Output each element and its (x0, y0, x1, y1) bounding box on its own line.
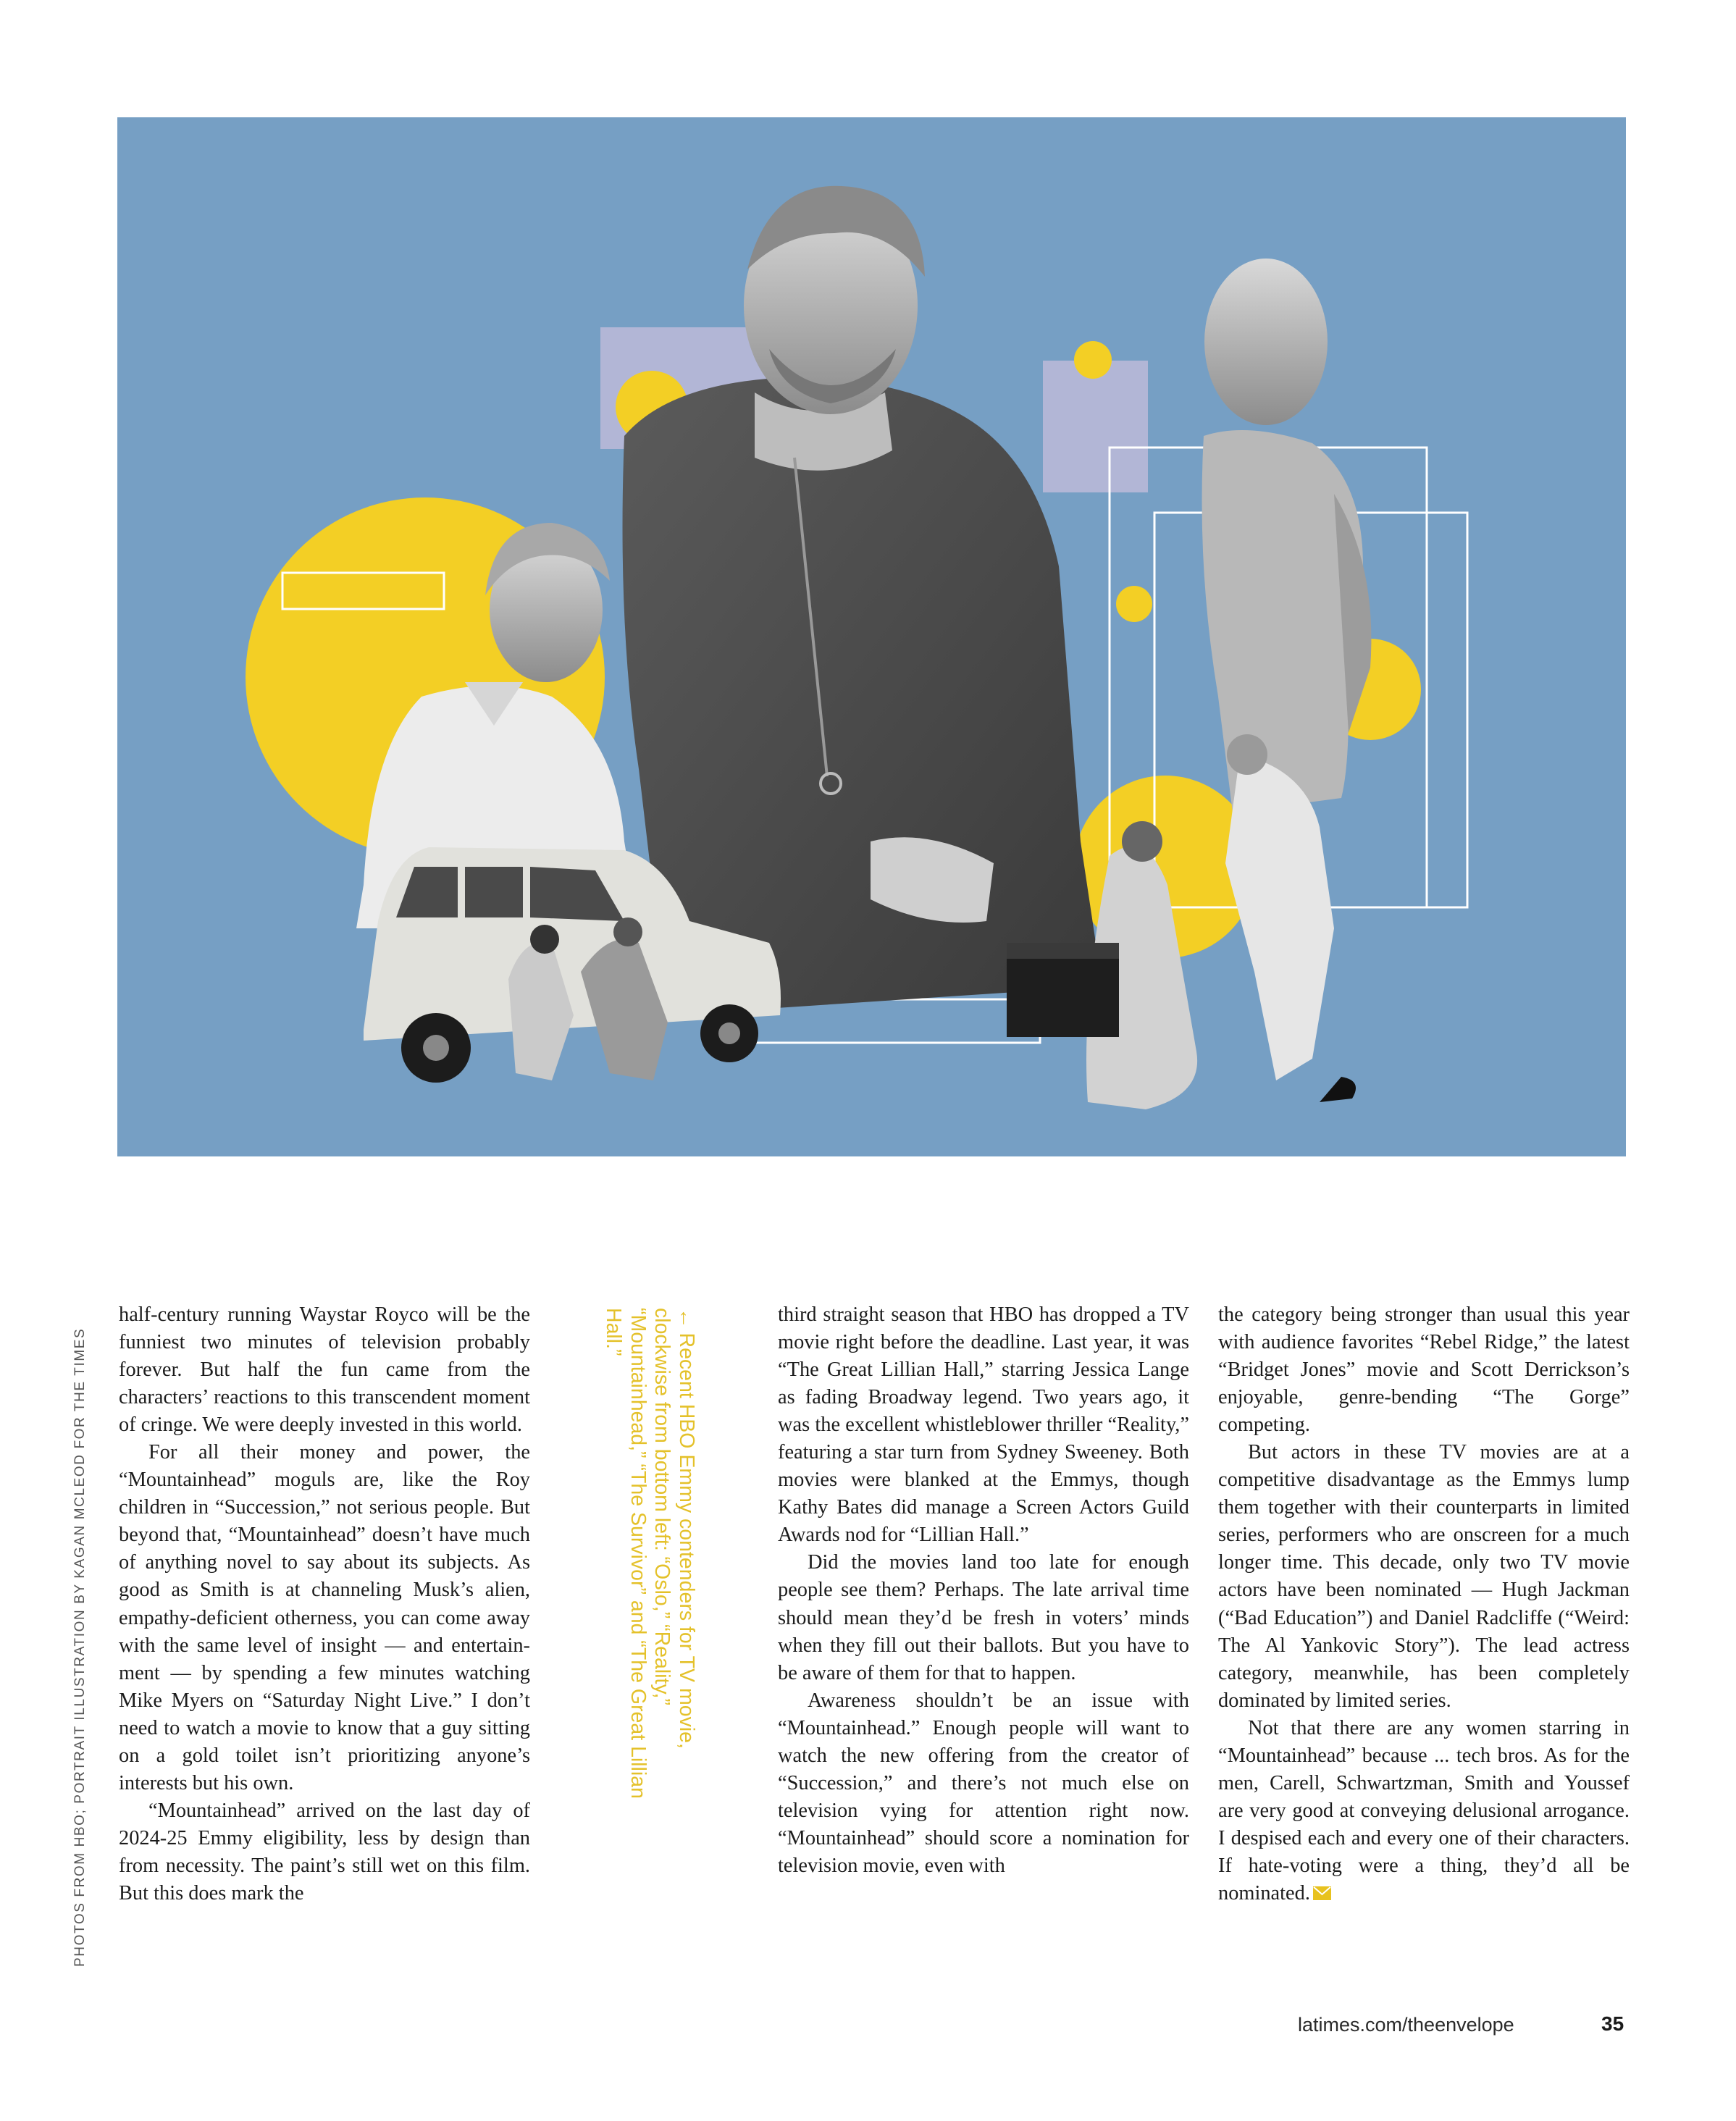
envelope-icon (1313, 1886, 1331, 1900)
photo-credit: PHOTOS FROM HBO; PORTRAIT ILLUSTRATION BY KAGAN MCLEOD FOR THE TIMES (72, 1327, 88, 1967)
paragraph: the category being stronger than usual this year with audience favorites “Rebel Ridge,” the latest “Bridget Jones” movie and Scott Derrickson’s enjoyable, genre-bending “The Gorge” competing. (1218, 1303, 1630, 1437)
photo-caption (601, 1308, 698, 1815)
yellow-circle-top (1074, 341, 1112, 379)
article-column-1 (119, 1301, 530, 1907)
paragraph: “Mountainhead” arrived on the last day of 2024-25 Emmy eligibility, less by design than from necessity. The paint’s still wet on this film. But this does mark the (119, 1799, 530, 1904)
man-in-sweater-figure (623, 186, 1103, 1015)
website-url: latimes.com/theenvelope (1298, 2014, 1514, 2036)
paragraph: For all their money and power, the “Mountainhead” moguls are, like the Roy children in “Succession,” not serious people. But beyond that, “Mountainhead” doesn’t have much of anything novel to say about its subjects. As good as Smith is at channeling Musk’s alien, empathy-deficient otherness, you can come away with the same level of insight — and entertainment — by spending a few minutes watching Mike Myers on “Saturday Night Live.” I don’t need to watch a movie to know that a guy sitting on a gold toilet isn’t prioritizing anyone’s interests but his own. (119, 1441, 530, 1794)
photo-collage (117, 117, 1626, 1156)
left-arrow-icon: ← (675, 1308, 698, 1329)
page-number: 35 (1601, 2012, 1624, 2035)
paragraph: But actors in these TV movies are at a competitive disadvantage as the Emmys lump them together with their counterparts in limited series, performers who are onscreen for a much longer time. This decade, only two TV movie actors have been nominated — Hugh Jackman (“Bad Education”) and Daniel Radcliffe (“Weird: The Al Yankovic Story”). The lead actress category, meanwhile, has been completely dominated by limited series. (1218, 1441, 1630, 1712)
shirtless-man-figure (1202, 259, 1372, 812)
caption-text: Recent HBO Emmy contenders for TV movie, clockwise from bottom left: “Oslo,” “Reality,” “Mountainhead,” “The Survivor” and “The Great Lillian Hall.” (602, 1308, 698, 1799)
article-column-3 (1218, 1301, 1630, 1907)
article-column-2 (778, 1301, 1189, 1880)
paragraph: third straight season that HBO has dropped a TV movie right before the deadline. Last year, it was “The Great Lillian Hall,” starring Jessica Lange as fading Broadway legend. Two years ago, it was the excellent whistleblower thriller “Reality,” featuring a star turn from Sydney Sweeney. Both movies were blanked at the Emmys, though Kathy Bates did manage a Screen Actors Guild Awards nod for “Lillian Hall.” (778, 1303, 1189, 1547)
paragraph (1218, 1715, 1630, 1907)
lavender-block-right (1043, 361, 1148, 492)
paragraph: half-century running Waystar Royco will be the funniest two minutes of television probably forever. But half the fun came from the characters’ reactions to this transcendent moment of cringe. We were deeply invested in this world. (119, 1303, 530, 1437)
final-paragraph-text: Not that there are any women starring in “Mountainhead” because ... tech bros. As for the men, Carell, Schwartzman, Smith and Youssef are very good at conveying delusional arrogance. I despised each and every one of their characters. If hate-voting were a thing, they’d all be nominated. (1218, 1716, 1630, 1904)
paragraph: Awareness shouldn’t be an issue with “Mountainhead.” Enough people will want to watch the new offering from the creator of “Succession,” and there’s not much else on television vying for attention right now. “Mountainhead” should score a nomination for television movie, even with (778, 1689, 1189, 1877)
paragraph: Did the movies land too late for enough people see them? Perhaps. The late arrival time should mean they’d be fresh in voters’ minds when they fill out their ballots. But you have to be aware of them for that to happen. (778, 1551, 1189, 1684)
collage-illustration (117, 117, 1626, 1156)
yellow-circle-mid (1116, 586, 1152, 622)
